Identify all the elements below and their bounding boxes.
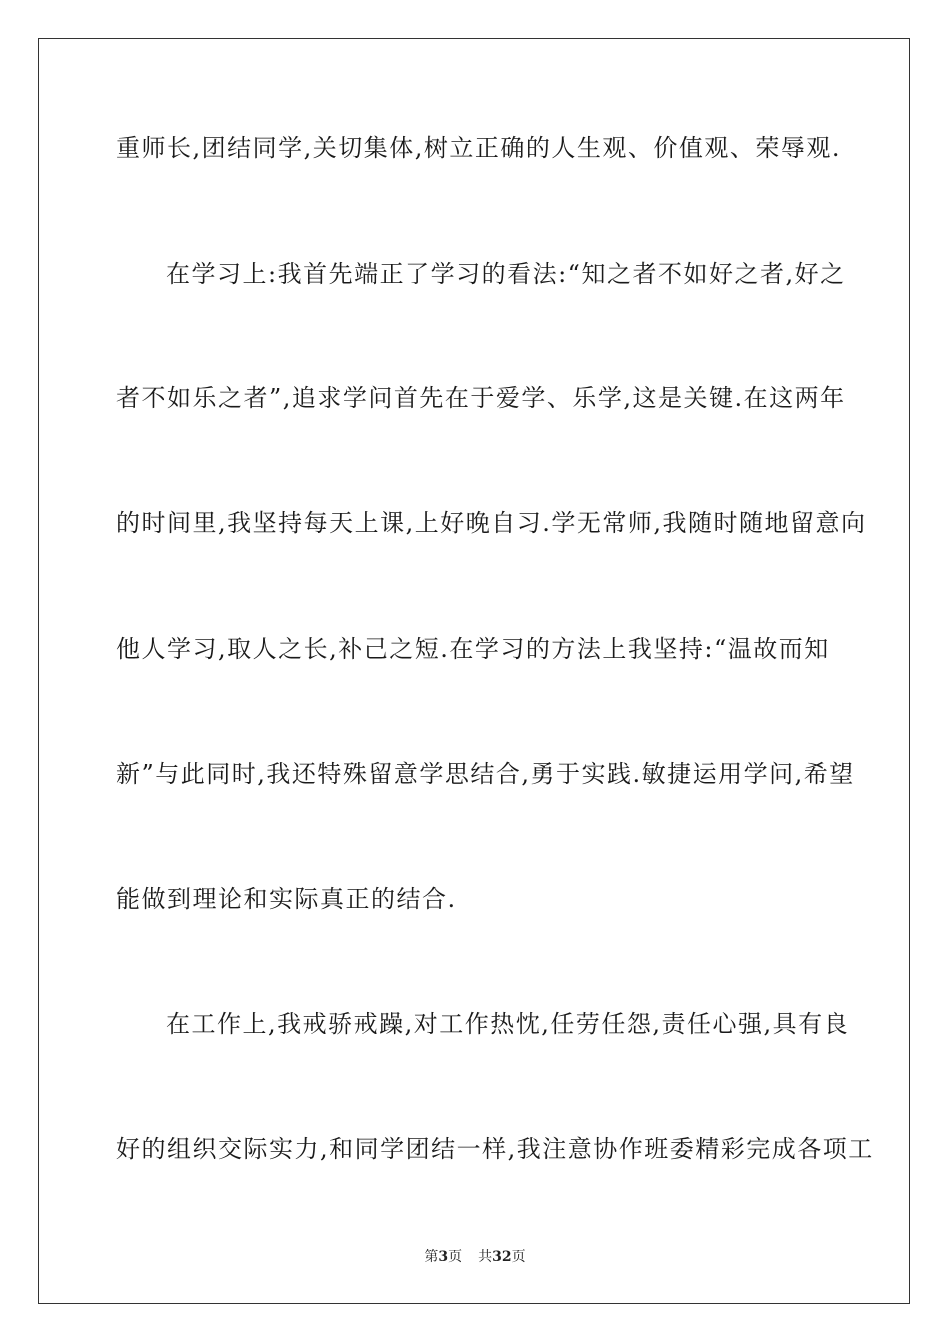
- page-suffix: 页: [448, 1249, 463, 1265]
- total-pages: 32: [492, 1249, 512, 1265]
- page-prefix: 第: [424, 1249, 439, 1265]
- page-border: [38, 38, 910, 1304]
- page-footer: [0, 1247, 950, 1267]
- text-line: 他人学习,取人之长,补己之短.在学习的方法上我坚持:“温故而知: [116, 635, 830, 663]
- text-line: 好的组织交际实力,和同学团结一样,我注意协作班委精彩完成各项工: [116, 1135, 874, 1163]
- text-line: 重师长,团结同学,关切集体,树立正确的人生观、价值观、荣辱观.: [116, 134, 842, 162]
- page-number: 3: [438, 1249, 449, 1265]
- text-line: 能做到理论和实际真正的结合.: [116, 885, 457, 913]
- text-line: 的时间里,我坚持每天上课,上好晚自习.学无常师,我随时随地留意向: [116, 509, 867, 537]
- paragraph-start-line: 在学习上:我首先端正了学习的看法:“知之者不如好之者,好之: [166, 260, 846, 288]
- total-suffix: 页: [511, 1249, 526, 1265]
- text-line: 新”与此同时,我还特殊留意学思结合,勇于实践.敏捷运用学问,希望: [116, 760, 855, 788]
- total-prefix: 共: [478, 1249, 493, 1265]
- text-line: 者不如乐之者”,追求学问首先在于爱学、乐学,这是关键.在这两年: [116, 384, 846, 412]
- paragraph-start-line: 在工作上,我戒骄戒躁,对工作热忱,任劳任怨,责任心强,具有良: [166, 1010, 850, 1038]
